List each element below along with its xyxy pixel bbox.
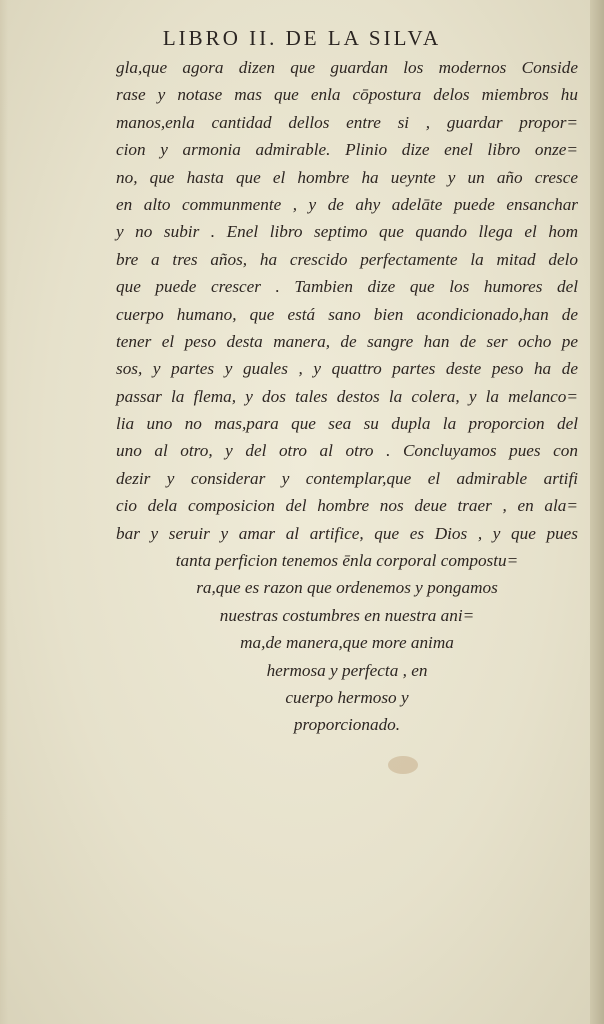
text-line: rase y notase mas que enla cōpostura delos miembros hu bbox=[116, 85, 578, 105]
text-line: bar y seruir y amar al artifice, que es Dios , y que pues bbox=[116, 523, 578, 543]
text-line-tapered: cuerpo hermoso y bbox=[285, 687, 409, 707]
text-line: gla,que agora dizen que guardan los modernos Conside bbox=[116, 58, 578, 77]
text-line-tapered: tanta perficion tenemos ēnla corporal compostu= bbox=[175, 551, 519, 571]
text-line: y no subir . Enel libro septimo que quando llega el hom bbox=[116, 222, 578, 242]
paper-stain bbox=[388, 756, 418, 774]
text-line: cio dela composicion del hombre nos deue traer , en ala= bbox=[116, 496, 578, 516]
text-line: sos, y partes y guales , y quattro partes deste peso ha de bbox=[116, 359, 578, 379]
body-text bbox=[116, 54, 578, 739]
text-line: bre a tres años, ha crescido perfectamente la mitad delo bbox=[116, 249, 578, 269]
running-header: LIBRO II. DE LA SILVA bbox=[162, 26, 442, 50]
text-line-tapered: nuestras costumbres en nuestra ani= bbox=[219, 605, 475, 625]
text-line: cuerpo humano, que está sano bien acondicionado,han de bbox=[116, 304, 578, 324]
text-line-tapered: proporcionado. bbox=[293, 715, 401, 735]
text-line-tapered: hermosa y perfecta , en bbox=[266, 660, 428, 680]
page-left-edge bbox=[0, 0, 8, 1024]
text-line: manos,enla cantidad dellos entre si , guardar propor= bbox=[116, 112, 578, 132]
page-right-edge bbox=[590, 0, 604, 1024]
text-line-tapered: ma,de manera,que more anima bbox=[240, 633, 454, 653]
text-line: uno al otro, y del otro al otro . Concluyamos pues con bbox=[116, 441, 578, 461]
text-line: no, que hasta que el hombre ha ueynte y un año cresce bbox=[116, 167, 578, 187]
text-line: en alto communmente , y de ahy adelāte puede ensanchar bbox=[116, 194, 578, 214]
text-line: que puede crescer . Tambien dize que los humores del bbox=[116, 277, 578, 297]
text-line: dezir y considerar y contemplar,que el admirable artifi bbox=[116, 468, 578, 488]
text-line: lia uno no mas,para que sea su dupla la proporcion del bbox=[116, 414, 578, 434]
text-line: passar la flema, y dos tales destos la colera, y la melanco= bbox=[116, 386, 578, 406]
text-line: cion y armonia admirable. Plinio dize enel libro onze= bbox=[116, 140, 578, 160]
text-line: tener el peso desta manera, de sangre han de ser ocho pe bbox=[116, 331, 578, 351]
text-line-tapered: ra,que es razon que ordenemos y pongamos bbox=[196, 578, 498, 598]
